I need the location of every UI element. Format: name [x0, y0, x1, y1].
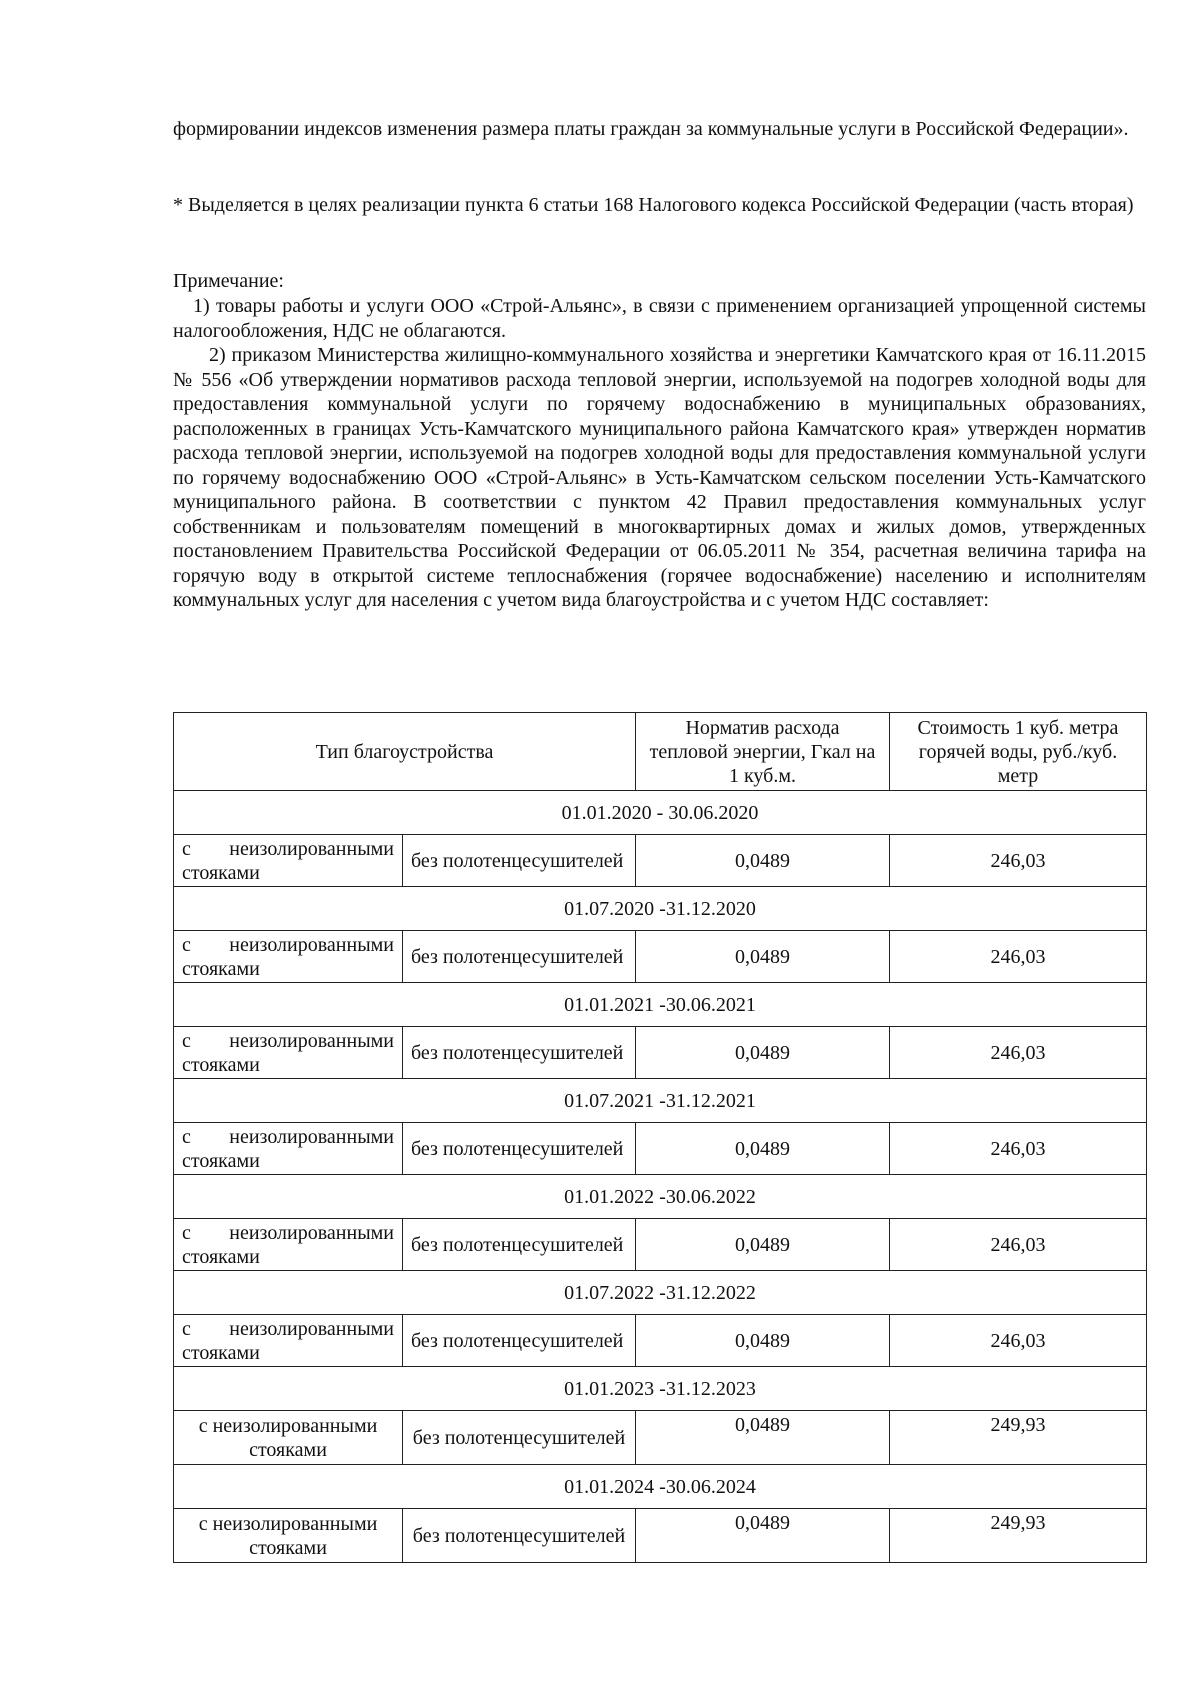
table-row	[174, 1219, 1147, 1271]
type-towel-dryer-cell: без полотенцесушителей	[403, 835, 636, 887]
type-towel-dryer-cell: без полотенцесушителей	[403, 1219, 636, 1271]
note-item-1: 1) товары работы и услуги ООО «Строй-Альянс», в связи с применением организацией упрощенной системы налогообложения, НДС не облагаются.	[173, 295, 1146, 342]
type-towel-dryer-cell: без полотенцесушителей	[403, 1509, 636, 1563]
period-label: 01.01.2024 -30.06.2024	[174, 1465, 1147, 1509]
period-label: 01.01.2020 - 30.06.2020	[174, 791, 1147, 835]
note-heading: Примечание:	[173, 270, 284, 292]
cost-value-cell: 249,93	[890, 1411, 1147, 1465]
period-row	[174, 887, 1147, 931]
type-insulation-cell: с неизолированными стояками	[174, 1411, 403, 1465]
type-insulation-cell: с неизолированными стояками	[174, 1027, 403, 1079]
cost-value-cell: 246,03	[890, 1315, 1147, 1367]
type-insulation-cell: с неизолированными стояками	[174, 1315, 403, 1367]
period-label: 01.07.2021 -31.12.2021	[174, 1079, 1147, 1123]
table-row	[174, 1315, 1147, 1367]
type-insulation-cell: с неизолированными стояками	[174, 835, 403, 887]
cost-value-cell: 249,93	[890, 1509, 1147, 1563]
period-row	[174, 1175, 1147, 1219]
type-insulation-cell: с неизолированными стояками	[174, 1123, 403, 1175]
table-row	[174, 1027, 1147, 1079]
table-row	[174, 1123, 1147, 1175]
header-cost: Стоимость 1 куб. метра горячей воды, руб./куб. метр	[890, 713, 1147, 791]
table-row	[174, 931, 1147, 983]
period-label: 01.01.2021 -30.06.2021	[174, 983, 1147, 1027]
cost-value-cell: 246,03	[890, 1027, 1147, 1079]
cost-value-cell: 246,03	[890, 835, 1147, 887]
header-type: Тип благоустройства	[174, 713, 636, 791]
period-label: 01.07.2020 -31.12.2020	[174, 887, 1147, 931]
type-insulation-cell: с неизолированными стояками	[174, 1219, 403, 1271]
type-towel-dryer-cell: без полотенцесушителей	[403, 1411, 636, 1465]
norm-value-cell: 0,0489	[636, 931, 890, 983]
cost-value-cell: 246,03	[890, 1123, 1147, 1175]
period-row	[174, 791, 1147, 835]
note-item-2: 2) приказом Министерства жилищно-коммунального хозяйства и энергетики Камчатского края от 16.11.2015 № 556 «Об утверждении нормативов расхода тепловой энергии, используемой на подогрев холодной воды для предоставления коммунальной услуги по горячему водоснабжению в муниципальных образованиях, расположенных в границах Усть-Камчатского муниципального района Камчатского края» утвержден норматив расхода тепловой энергии, используемой на подогрев холодной воды для предоставления коммунальной услуги по горячему водоснабжению ООО «Строй-Альянс» в Усть-Камчатском сельском поселении Усть-Камчатского муниципального района. В соответствии с пунктом 42 Правил предоставления коммунальных услуг собственникам и пользователям помещений в многоквартирных домах и жилых домов, утвержденных постановлением Правительства Российской Федерации от 06.05.2011 № 354, расчетная величина тарифа на горячую воду в открытой системе теплоснабжения (горячее водоснабжение) населению и исполнителям коммунальных услуг для населения с учетом вида благоустройства и с учетом НДС составляет:	[173, 344, 1146, 611]
period-row	[174, 1271, 1147, 1315]
period-label: 01.07.2022 -31.12.2022	[174, 1271, 1147, 1315]
table-row	[174, 835, 1147, 887]
period-label: 01.01.2022 -30.06.2022	[174, 1175, 1147, 1219]
footnote-paragraph: * Выделяется в целях реализации пункта 6 статьи 168 Налогового кодекса Российской Федерации (часть вторая)	[173, 194, 1134, 216]
cost-value-cell: 246,03	[890, 1219, 1147, 1271]
type-towel-dryer-cell: без полотенцесушителей	[403, 1315, 636, 1367]
type-towel-dryer-cell: без полотенцесушителей	[403, 1123, 636, 1175]
norm-value-cell: 0,0489	[636, 1509, 890, 1563]
type-towel-dryer-cell: без полотенцесушителей	[403, 931, 636, 983]
norm-value-cell: 0,0489	[636, 1315, 890, 1367]
period-row	[174, 1465, 1147, 1509]
type-insulation-cell: с неизолированными стояками	[174, 931, 403, 983]
tariff-table	[173, 712, 1147, 1563]
table-row	[174, 1509, 1147, 1563]
period-row	[174, 1079, 1147, 1123]
period-label: 01.01.2023 -31.12.2023	[174, 1367, 1147, 1411]
intro-paragraph: формировании индексов изменения размера платы граждан за коммунальные услуги в Российской Федерации».	[173, 118, 1129, 140]
table-body	[174, 791, 1147, 1563]
norm-value-cell: 0,0489	[636, 1027, 890, 1079]
norm-value-cell: 0,0489	[636, 835, 890, 887]
cost-value-cell: 246,03	[890, 931, 1147, 983]
period-row	[174, 983, 1147, 1027]
norm-value-cell: 0,0489	[636, 1411, 890, 1465]
table-row	[174, 1411, 1147, 1465]
norm-value-cell: 0,0489	[636, 1123, 890, 1175]
norm-value-cell: 0,0489	[636, 1219, 890, 1271]
header-norm: Норматив расхода тепловой энергии, Гкал на 1 куб.м.	[636, 713, 890, 791]
type-insulation-cell: с неизолированными стояками	[174, 1509, 403, 1563]
type-towel-dryer-cell: без полотенцесушителей	[403, 1027, 636, 1079]
period-row	[174, 1367, 1147, 1411]
